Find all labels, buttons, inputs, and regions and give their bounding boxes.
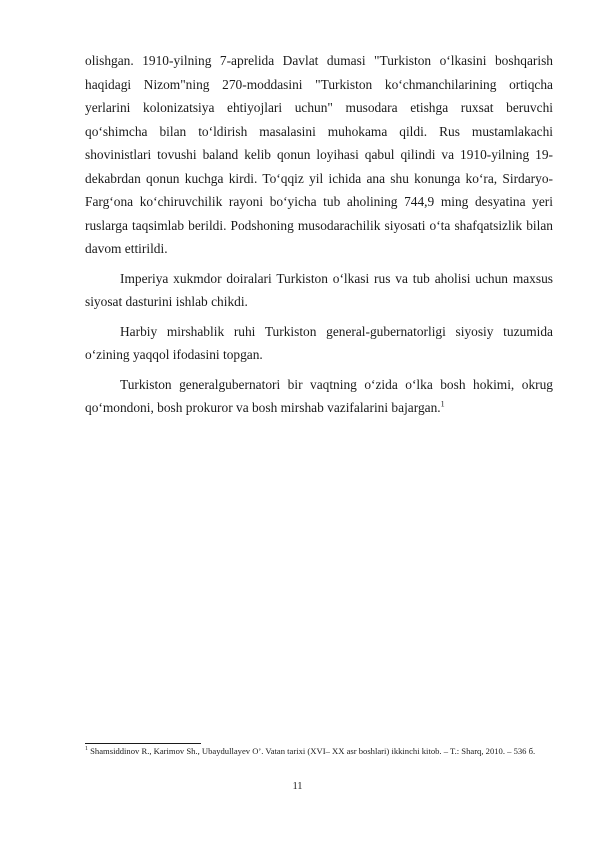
footnote-text: Shamsiddinov R., Karimov Sh., Ubaydullayev O’. Vatan tarixi (XVI– XX asr boshlari) ikkinchi kitob. – T.: Sharq, 2010. – 536 б. (88, 746, 536, 756)
footnote-reference[interactable]: 1 (440, 399, 445, 409)
footnote-number: 1 (85, 746, 88, 753)
paragraph-4-text: Turkiston generalgubernatori bir vaqtning o‘zida o‘lka bosh hokimi, okrug qo‘mondoni, bosh prokuror va bosh mirshab vazifalarini bajargan. (85, 376, 553, 415)
paragraph-2: Imperiya xukmdor doiralari Turkiston o‘lkasi rus va tub aholisi uchun maxsus siyosat dasturini ishlab chikdi. (85, 270, 553, 309)
paragraph-3: Harbiy mirshablik ruhi Turkiston general-gubernatorligi siyosiy tuzumida o‘zining yaqqol ifodasini topgan. (85, 323, 553, 362)
body-text (85, 49, 553, 426)
footnote (85, 745, 555, 758)
page-number: 11 (292, 781, 303, 792)
paragraph-4 (85, 373, 553, 420)
paragraph-1: olishgan. 1910-yilning 7-aprelida Davlat dumasi "Turkiston o‘lkasini boshqarish haqidagi Nizom"ning 270-moddasini "Turkiston ko‘chmanchilarining ortiqcha yerlarini kolonizatsiya ehtiyojlari uchun" musodara etishga ruxsat beruvchi qo‘shimcha bilan to‘ldirish masalasini muhokama qildi. Rus mustamlakachi shovinistlari tovushi baland kelib qonun loyihasi qabul qilindi va 1910-yilning 19-dekabrdan qonun kuchga kirdi. To‘qqiz yil ichida ana shu konunga ko‘ra, Sirdaryo-Farg‘ona ko‘chiruvchilik rayoni bo‘yicha tub aholining 744,9 ming desyatina yeri ruslarga taqsimlab berildi. Podshoning musodarachilik siyosati o‘ta shafqatsizlik bilan davom ettirildi. (85, 53, 553, 256)
footnote-separator (85, 743, 201, 744)
